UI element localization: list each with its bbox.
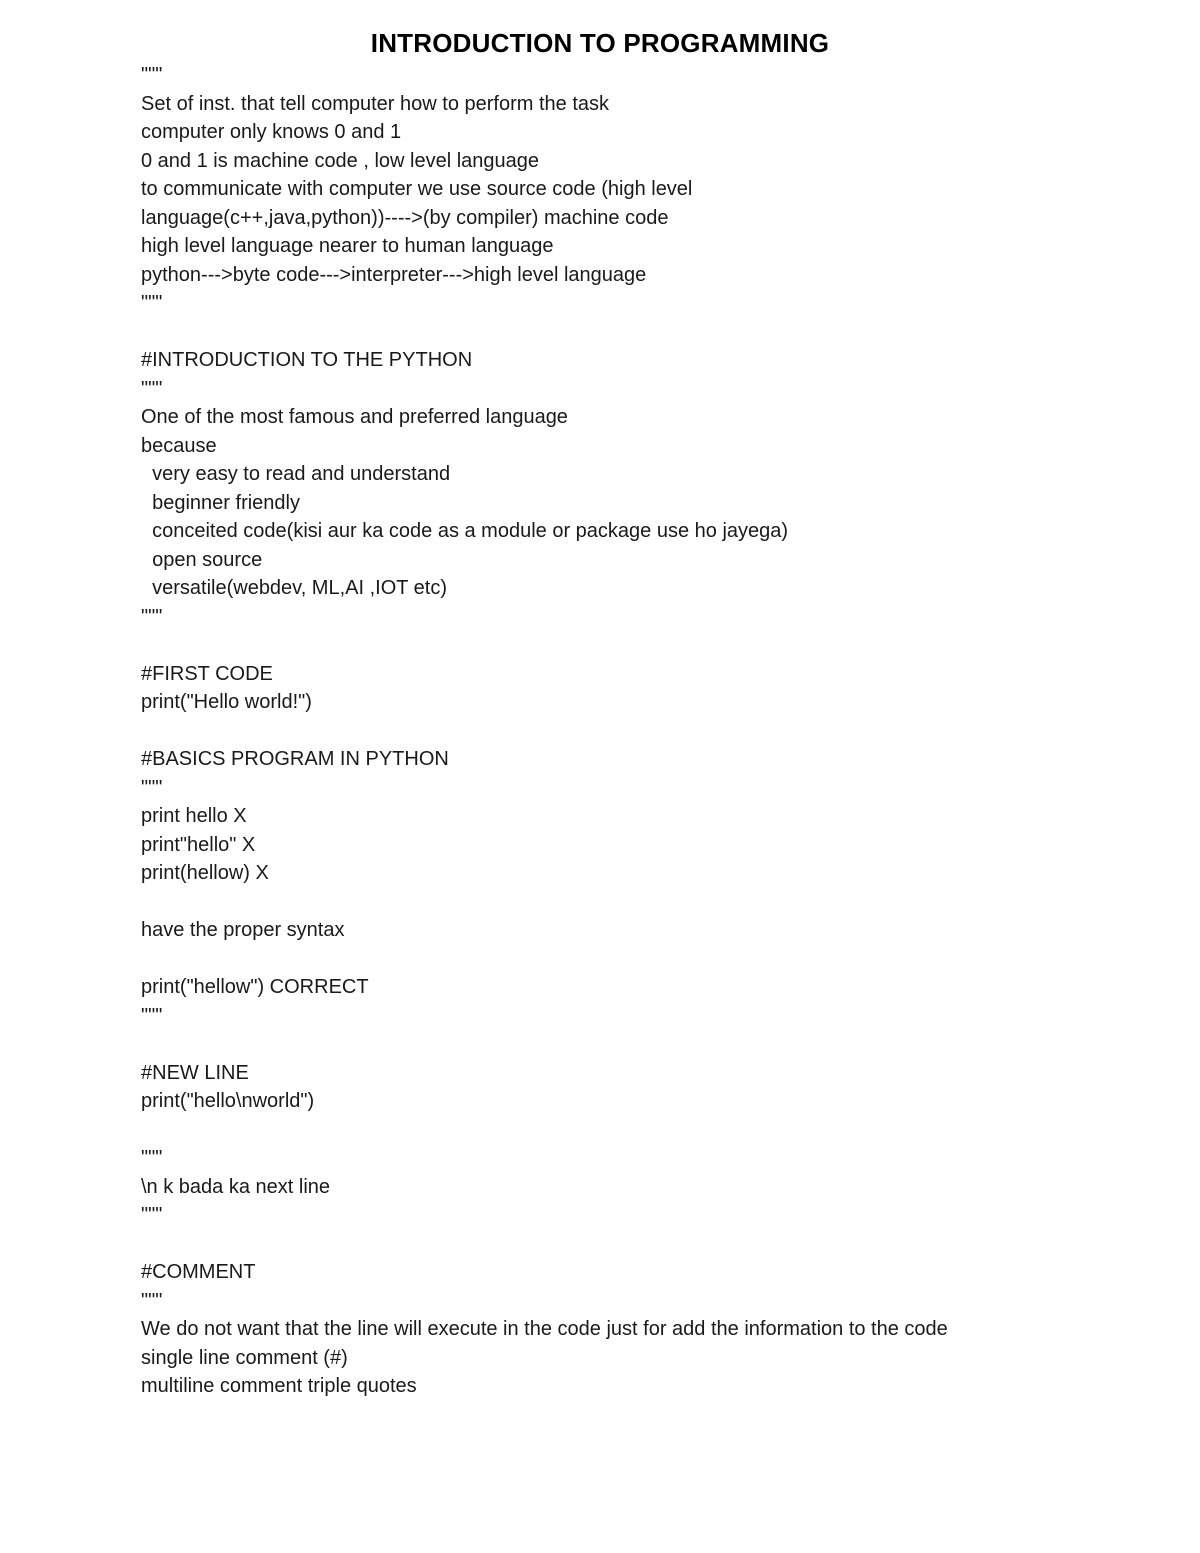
document-line	[141, 318, 1141, 347]
document-line: beginner friendly	[141, 491, 300, 514]
document-line: """	[141, 1289, 163, 1312]
document-line: #BASICS PROGRAM IN PYTHON	[141, 748, 449, 770]
document-line	[141, 888, 1141, 917]
document-line: \n k bada ka next line	[141, 1175, 331, 1198]
document-line: """	[141, 776, 163, 799]
document-line	[141, 1030, 1141, 1059]
document-line: print("Hello world!")	[141, 691, 312, 713]
document-line	[141, 717, 1141, 746]
document-line: language(c++,java,python))---->(by compiler) machine code	[141, 206, 669, 229]
document-line: print"hello" X	[141, 833, 256, 856]
document-line	[141, 1116, 1141, 1145]
document-line: Set of inst. that tell computer how to perform the task	[141, 92, 609, 115]
document-line: python--->byte code--->interpreter--->high level language	[141, 263, 647, 286]
document-line: have the proper syntax	[141, 919, 345, 941]
document-line: high level language nearer to human language	[141, 235, 554, 257]
document-line: We do not want that the line will execute in the code just for add the information to the code	[141, 1318, 948, 1340]
document-line: to communicate with computer we use source code (high level	[141, 178, 693, 200]
document-line: very easy to read and understand	[141, 463, 451, 485]
document-line: print("hello\nworld")	[141, 1090, 315, 1112]
document-line: #INTRODUCTION TO THE PYTHON	[141, 349, 473, 371]
document-line: #COMMENT	[141, 1261, 256, 1283]
document-line: #NEW LINE	[141, 1061, 249, 1084]
document-line: because	[141, 434, 217, 457]
document-line: """	[141, 1204, 163, 1226]
document-line: One of the most famous and preferred language	[141, 406, 568, 428]
document-line	[141, 945, 1141, 974]
document-line: """	[141, 1147, 163, 1169]
document-line	[141, 631, 1141, 660]
document-line: """	[141, 605, 163, 628]
document-line: print("hellow") CORRECT	[141, 976, 369, 998]
document-line: computer only knows 0 and 1	[141, 121, 402, 143]
page-title: INTRODUCTION TO PROGRAMMING	[370, 28, 830, 58]
document-line: """	[141, 1004, 163, 1027]
document-line: print hello X	[141, 805, 247, 827]
document-line: 0 and 1 is machine code , low level language	[141, 149, 540, 172]
document-line: versatile(webdev, ML,AI ,IOT etc)	[141, 577, 448, 599]
document-line	[141, 1230, 1141, 1259]
document-line: """	[141, 64, 163, 86]
document-line: """	[141, 292, 163, 314]
document-line: multiline comment triple quotes	[141, 1375, 417, 1397]
document-line: single line comment (#)	[141, 1346, 348, 1369]
document-line: open source	[141, 548, 263, 571]
document-line: """	[141, 377, 163, 400]
document-line: conceited code(kisi aur ka code as a module or package use ho jayega)	[141, 520, 789, 542]
document-line: print(hellow) X	[141, 862, 269, 884]
document-line: #FIRST CODE	[141, 662, 273, 685]
document-body	[141, 61, 1141, 1401]
